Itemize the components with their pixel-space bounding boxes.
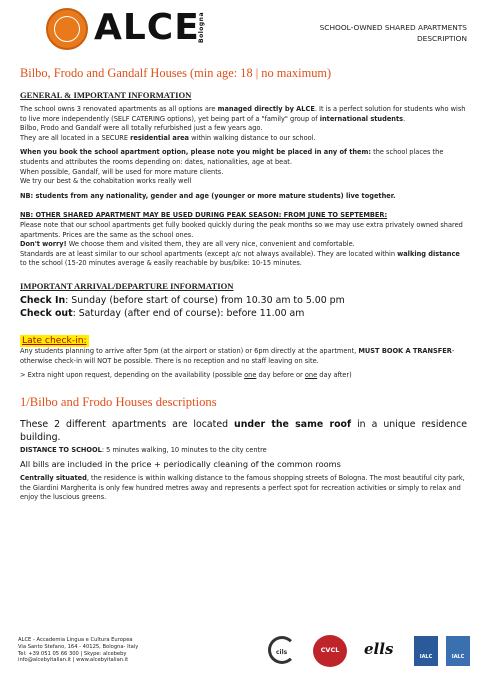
logo-text: ALCE [94, 7, 200, 48]
section-2-title: 1/Bilbo and Frodo Houses descriptions [20, 394, 217, 409]
page-title: Bilbo, Frodo and Gandalf Houses (min age: 18 | no maximum) [20, 66, 332, 80]
cils-logo-icon: cils [262, 634, 302, 668]
late-checkin-label: Late check-in: [22, 334, 87, 346]
document-body [20, 86, 467, 503]
section-2-paragraph-2: Centrally situated, the residence is within walking distance to the famous shopping streets of Bologna. The most beautiful city park, the Giardini Margherita is only few hundred metres away and represents a perfect spot for recreation activities or simply to relax and enjoy the luscious greens. [20, 474, 465, 502]
general-paragraph-3: They are all located in a SECURE residential area within walking distance to our school. [20, 133, 316, 142]
section-2-paragraph-1: These 2 different apartments are located under the same roof in a unique residence building. [20, 418, 468, 443]
ialc-logo-2-icon: IALC [446, 634, 470, 668]
checkin-line: Check In: Sunday (before start of course) from 10.30 am to 5.00 pm [20, 294, 345, 306]
ells-logo-icon: ells [364, 640, 394, 658]
other-paragraph-3: Standards are at least similar to our school apartments (except a/c not always available). They are located within walking distance to the school (15-20 minutes average & easily reachable by bus/bike: 10-15 minutes. [20, 249, 460, 268]
other-paragraph-1: Please note that our school apartments get fully booked quickly during the peak months so we may use extra privately owned shared apartments. Prices are the same as the school ones. [20, 220, 463, 239]
other-apartments-heading: NB: OTHER SHARED APARTMENT MAY BE USED DURING PEAK SEASON: FROM JUNE TO SEPTEMBER: [20, 211, 388, 220]
alce-logo [46, 8, 206, 52]
late-paragraph-2: > Extra night upon request, depending on the availability (possible one day before or one day after) [20, 371, 352, 380]
cvcl-logo-icon: CVCL [310, 634, 350, 668]
general-paragraph-2: Bilbo, Frodo and Gandalf were all totally refurbished just a few years ago. [20, 124, 263, 133]
checkout-line: Check out: Saturday (after end of course): before 11.00 am [20, 307, 305, 319]
general-paragraph-6: We try our best & the cohabitation works really well [20, 177, 192, 186]
other-paragraph-2: Don't worry! We choose them and visited them, they are all very nice, convenient and comfortable. [20, 240, 355, 249]
ialc-logo-icon: IALC [414, 634, 440, 668]
logo-subtitle: Bologna [198, 12, 205, 43]
footer-logos [262, 634, 472, 670]
general-paragraph-1: The school owns 3 renovated apartments as all options are managed directly by ALCE. It is a perfect solution for students who wish to live more independently (SELF CATERING options), yet being part of a "family" group of international students. [20, 105, 466, 123]
general-paragraph-4: When you book the school apartment option, please note you might be placed in any of them: the school places the students and attributes the rooms depending on: dates, nationalities, age at beat. [20, 148, 444, 166]
document-title: SCHOOL-OWNED SHARED APARTMENTS DESCRIPTION [319, 23, 467, 43]
late-paragraph-1: Any students planning to arrive after 5pm (at the airport or station) or 6pm directly at the apartment, MUST BOOK A TRANSFER- otherwise check-in will NOT be possible. There is no reception and no staff leaving on site. [20, 346, 455, 365]
footer-contact: ALCE - Accademia Lingua e Cultura Europea Via Santo Stefano, 164 - 40125, Bologna- Italy Tel: +39 051 05 66 300 | Skype: alcebeby info@alcebyitalian.it | www.alcebyitalian.it [18, 637, 139, 664]
alce-emblem-icon [46, 8, 88, 50]
arrival-heading: IMPORTANT ARRIVAL/DEPARTURE INFORMATION [20, 280, 234, 291]
general-heading: GENERAL & IMPORTANT INFORMATION [20, 90, 192, 100]
bills-line: All bills are included in the price + periodically cleaning of the common rooms [20, 459, 341, 470]
general-nb: NB: students from any nationality, gender and age (younger or more mature students) live together. [20, 191, 396, 200]
general-paragraph-5: When possible, Gandalf, will be used for more mature clients. [20, 167, 224, 176]
distance-line: DISTANCE TO SCHOOL: 5 minutes walking, 10 minutes to the city centre [20, 445, 267, 454]
